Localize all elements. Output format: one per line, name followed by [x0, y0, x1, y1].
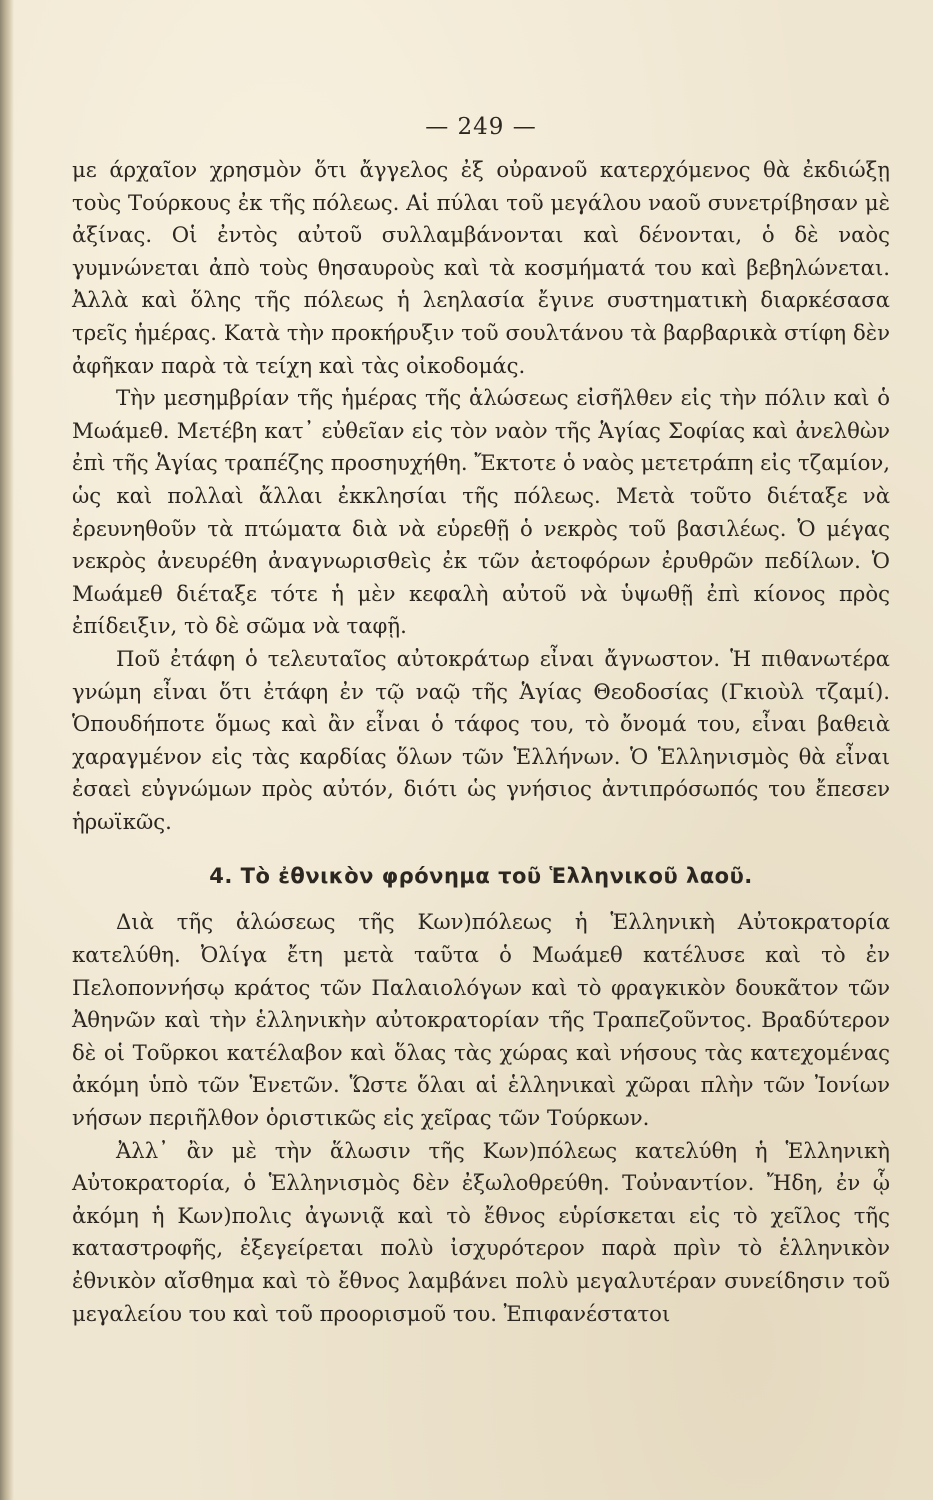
paragraph-1: με άρχαῖον χρησμὸν ὅτι ἄγγελος ἐξ οὐρανοῦ κατερχόμενος θὰ ἐκδιώξῃ τοὺς Τούρκους ἐκ τῆς πόλεως. Αἱ πύλαι τοῦ μεγάλου ναοῦ συνετρίβησαν μὲ ἀξίνας. Οἱ ἐντὸς αὐτοῦ συλλαμβάνονται καὶ δένονται, ὁ δὲ ναὸς γυμνώνεται ἀπὸ τοὺς θησαυροὺς καὶ τὰ κοσμήματά του καὶ βεβηλώνεται. Ἀλλὰ καὶ ὅλης τῆς πόλεως ἡ λεηλασία ἔγινε συστηματικὴ διαρκέσασα τρεῖς ἡμέρας. Κατὰ τὴν προκήρυξιν τοῦ σουλτάνου τὰ βαρβαρικὰ στίφη δὲν ἀφῆκαν παρὰ τὰ τείχη καὶ τὰς οἰκοδομάς. — [72, 157, 890, 378]
page-number: — 249 — — [425, 114, 537, 140]
paragraph-3: Ποῦ ἐτάφη ὁ τελευταῖος αὐτοκράτωρ εἶναι ἄγνωστον. Ἡ πιθανωτέρα γνώμη εἶναι ὅτι ἐτάφη ἐν τῷ ναῷ τῆς Ἁγίας Θεοδοσίας (Γκιοὺλ τζαμί). Ὁπουδήποτε ὅμως καὶ ἂν εἶναι ὁ τάφος του, τὸ ὄνομά του, εἶναι βαθειὰ χαραγμένον εἰς τὰς καρδίας ὅλων τῶν Ἑλλήνων. Ὁ Ἑλληνισμὸς θὰ εἶναι ἐσαεὶ εὐγνώμων πρὸς αὐτόν, διότι ὡς γνήσιος ἀντιπρόσωπός του ἔπεσεν ἡρωϊκῶς. — [72, 645, 890, 834]
binding-edge — [0, 0, 14, 1500]
book-page — [72, 112, 890, 1482]
paragraph-4: Διὰ τῆς ἁλώσεως τῆς Κων)πόλεως ἡ Ἑλληνικὴ Αὐτοκρατορία κατελύθη. Ὀλίγα ἔτη μετὰ ταῦτα ὁ Μωάμεθ κατέλυσε καὶ τὸ ἐν Πελοποννήσῳ κράτος τῶν Παλαιολόγων καὶ τὸ φραγκικὸν δουκᾶτον τῶν Ἀθηνῶν καὶ τὴν ἑλληνικὴν αὐτοκρατορίαν τῆς Τραπεζοῦντος. Βραδύτερον δὲ οἱ Τοῦρκοι κατέλαβον καὶ ὅλας τὰς χώρας καὶ νήσους τὰς κατεχομένας ἀκόμη ὑπὸ τῶν Ἑνετῶν. Ὥστε ὅλαι αἱ ἑλληνικαὶ χῶραι πλὴν τῶν Ἰονίων νήσων περιῆλθον ὁριστικῶς εἰς χεῖρας τῶν Τούρκων. — [72, 909, 890, 1131]
paragraph-2: Τὴν μεσημβρίαν τῆς ἡμέρας τῆς ἁλώσεως εἰσῆλθεν εἰς τὴν πόλιν καὶ ὁ Μωάμεθ. Μετέβη κατ᾿ εὐθεῖαν εἰς τὸν ναὸν τῆς Ἁγίας Σοφίας καὶ ἀνελθὼν ἐπὶ τῆς Ἁγίας τραπέζης προσηυχήθη. Ἔκτοτε ὁ ναὸς μετετράπη εἰς τζαμίον, ὡς καὶ πολλαὶ ἄλλαι ἐκκλησίαι τῆς πόλεως. Μετὰ τοῦτο διέταξε νὰ ἐρευνηθοῦν τὰ πτώματα διὰ νὰ εὑρεθῇ ὁ νεκρὸς τοῦ βασιλέως. Ὁ μέγας νεκρὸς ἀνευρέθη ἀναγνωρισθεὶς ἐκ τῶν ἀετοφόρων ἐρυθρῶν πεδίλων. Ὁ Μωάμεθ διέταξε τότε ἡ μὲν κεφαλὴ αὐτοῦ νὰ ὑψωθῇ ἐπὶ κίονος πρὸς ἐπίδειξιν, τὸ δὲ σῶμα νὰ ταφῇ. — [72, 385, 891, 639]
paragraph-5: Ἀλλ᾿ ἂν μὲ τὴν ἅλωσιν τῆς Κων)πόλεως κατελύθη ἡ Ἑλληνικὴ Αὐτοκρατορία, ὁ Ἑλληνισμὸς δὲν ἐξωλοθρεύθη. Τοὐναντίον. Ἤδη, ἐν ᾧ ἀκόμη ἡ Κων)πολις ἀγωνιᾷ καὶ τὸ ἔθνος εὑρίσκεται εἰς τὸ χεῖλος τῆς καταστροφῆς, ἐξεγείρεται πολὺ ἰσχυρότερον παρὰ πρὶν τὸ ἑλληνικὸν ἐθνικὸν αἴσθημα καὶ τὸ ἔθνος λαμβάνει πολὺ μεγαλυτέραν συνείδησιν τοῦ μεγαλείου του καὶ τοῦ προορισμοῦ του. Ἐπιφανέστατοι — [72, 1137, 890, 1326]
section-heading: 4. Τὸ ἐθνικὸν φρόνημα τοῦ Ἑλληνικοῦ λαοῦ. — [209, 864, 753, 889]
